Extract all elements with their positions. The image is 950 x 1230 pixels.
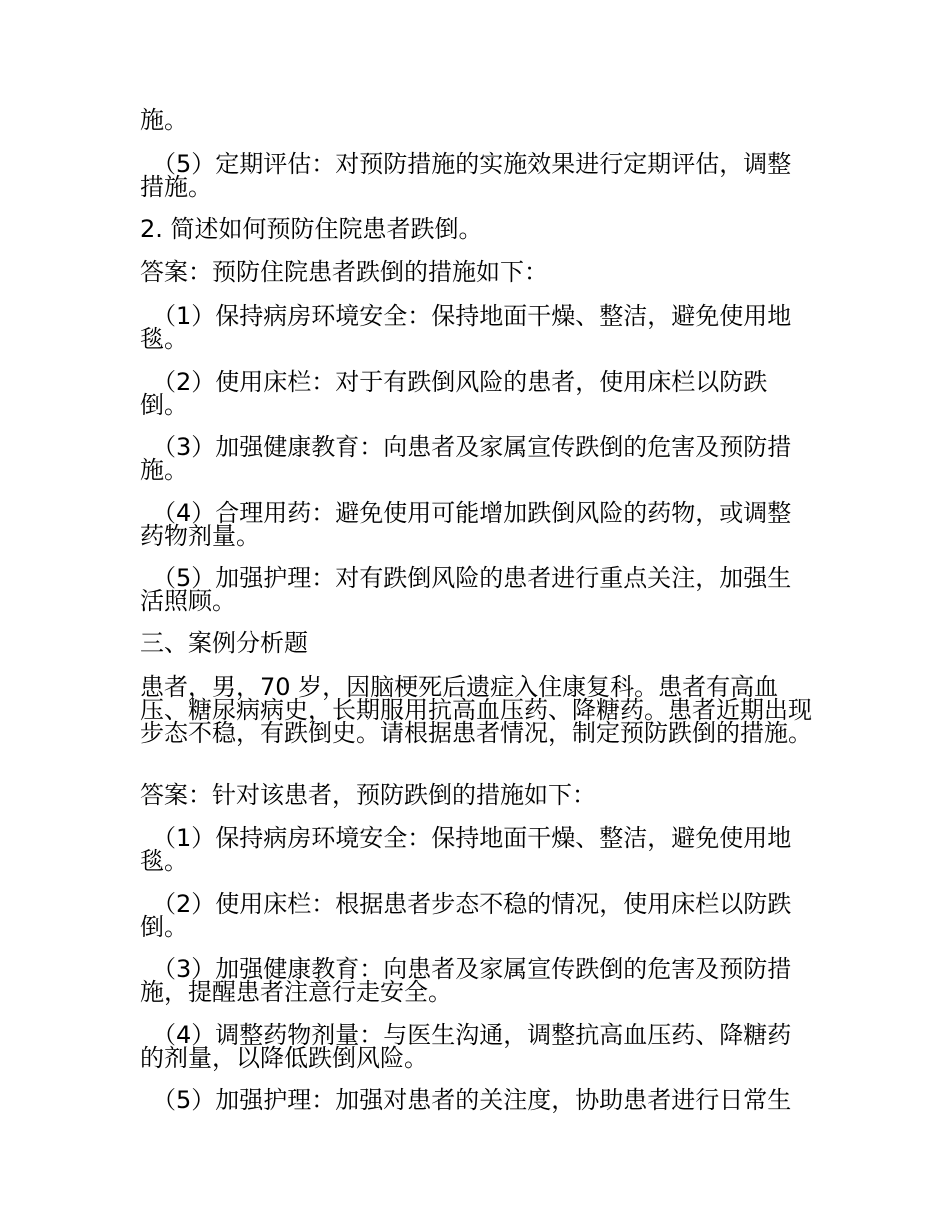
question-heading: 2. 简述如何预防住院患者跌倒。	[140, 215, 483, 243]
case-answer-intro: 答案：针对该患者，预防跌倒的措施如下：	[140, 781, 596, 809]
answer-item-1: （1）保持病房环境安全：保持地面干燥、整洁，避免使用地毯。	[140, 302, 792, 353]
answer-item-4: （4）合理用药：避免使用可能增加跌倒风险的药物，或调整药物剂量。	[140, 499, 792, 550]
case-answer-item-5: （5）加强护理：加强对患者的关注度，协助患者进行日常生	[152, 1086, 792, 1114]
case-answer-item-1: （1）保持病房环境安全：保持地面干燥、整洁，避免使用地毯。	[140, 824, 792, 875]
paragraph-continuation: 施。	[140, 106, 188, 134]
answer-item-5: （5）加强护理：对有跌倒风险的患者进行重点关注，加强生活照顾。	[140, 564, 792, 615]
section-heading: 三、案例分析题	[140, 629, 308, 657]
answer-item-2: （2）使用床栏：对于有跌倒风险的患者，使用床栏以防跌倒。	[140, 368, 768, 419]
case-answer-item-4: （4）调整药物剂量：与医生沟通，调整抗高血压药、降糖药的剂量，以降低跌倒风险。	[140, 1021, 792, 1072]
case-answer-item-2: （2）使用床栏：根据患者步态不稳的情况，使用床栏以防跌倒。	[140, 890, 792, 941]
paragraph-measure-5: （5）定期评估：对预防措施的实施效果进行定期评估，调整措施。	[140, 150, 792, 201]
answer-intro: 答案：预防住院患者跌倒的措施如下：	[140, 258, 548, 286]
case-answer-item-3: （3）加强健康教育：向患者及家属宣传跌倒的危害及预防措施，提醒患者注意行走安全。	[140, 955, 792, 1006]
case-description: 患者，男，70 岁，因脑梗死后遗症入住康复科。患者有高血压、糖尿病病史，长期服用抗高血压药、降糖药。患者近期出现步态不稳，有跌倒史。请根据患者情况，制定预防跌倒的措施。	[140, 673, 812, 747]
answer-item-3: （3）加强健康教育：向患者及家属宣传跌倒的危害及预防措施。	[140, 433, 792, 484]
